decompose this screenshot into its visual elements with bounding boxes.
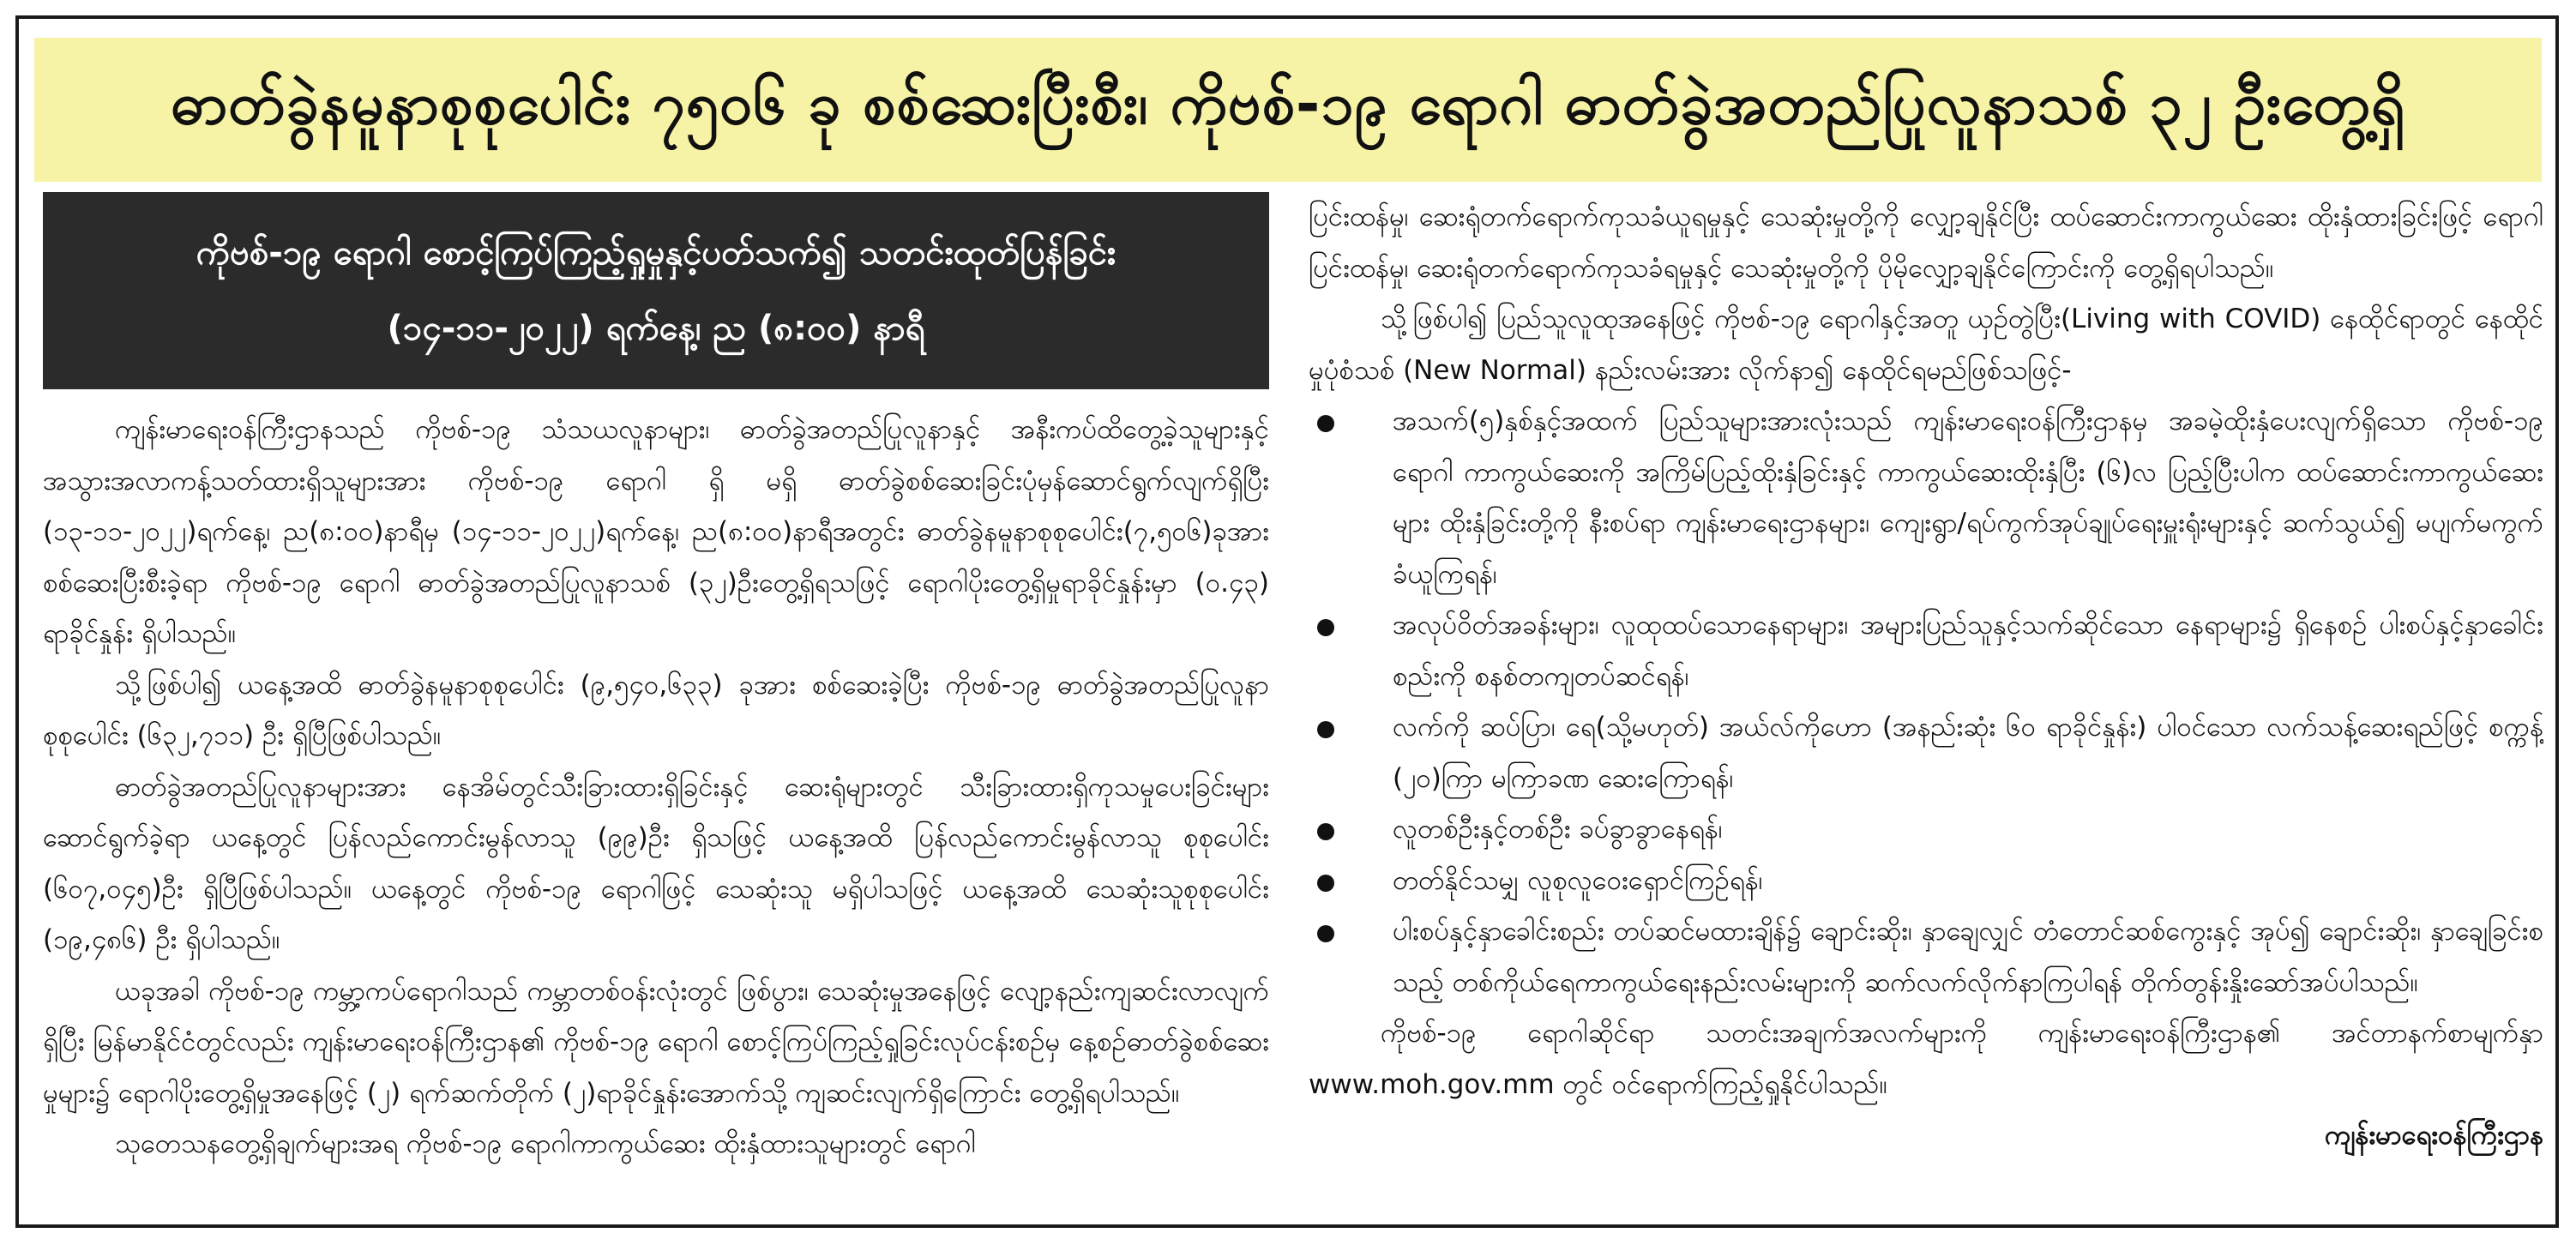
bullet-icon (1317, 619, 1334, 636)
list-item (1309, 804, 2543, 856)
title-banner (43, 192, 1269, 389)
closing-paragraph: ကိုဗစ်-၁၉ ရောဂါဆိုင်ရာ သတင်းအချက်အလက်များကို ကျန်းမာရေးဝန်ကြီးဌာန၏ အင်တာနက်စာမျက်နှာ www.moh.gov.mm တွင် ဝင်ရောက်ကြည့်ရှုနိုင်ပါသည်။ (1309, 1018, 2543, 1100)
list-item-text: တတ်နိုင်သမျှ လူစုလူဝေးရှောင်ကြဉ်ရန်၊ (1393, 864, 1763, 896)
list-item (1309, 600, 2543, 702)
left-column (43, 192, 1269, 1211)
paragraph: ကျန်းမာရေးဝန်ကြီးဌာနသည် ကိုဗစ်-၁၉ သံသယလူနာများ၊ ဓာတ်ခွဲအတည်ပြုလူနာနှင့် အနီးကပ်ထိတွေ့ခဲ့သူများနှင့် အသွားအလာကန့်သတ်ထားရှိသူများအား ကိုဗစ်-၁၉ ရောဂါ ရှိ မရှိ ဓာတ်ခွဲစစ်ဆေးခြင်းပုံမှန်ဆောင်ရွက်လျက်ရှိပြီး (၁၃-၁၁-၂၀၂၂)ရက်နေ့၊ ည(၈:၀၀)နာရီမှ (၁၄-၁၁-၂၀၂၂)ရက်နေ့၊ ည(၈:၀၀)နာရီအတွင်း ဓာတ်ခွဲနမူနာစုစုပေါင်း(၇,၅၀၆)ခုအား စစ်ဆေးပြီးစီးခဲ့ရာ ကိုဗစ်-၁၉ ရောဂါ ဓာတ်ခွဲအတည်ပြုလူနာသစ် (၃၂)ဦးတွေ့ရှိရသဖြင့် ရောဂါပိုးတွေ့ရှိမှုရာခိုင်နှုန်းမှာ (၀.၄၃) ရာခိုင်နှုန်း ရှိပါသည်။ (43, 414, 1269, 649)
signature-row (1309, 1110, 2543, 1162)
paragraph: သို့ဖြစ်ပါ၍ ယနေ့အထိ ဓာတ်ခွဲနမူနာစုစုပေါင်း (၉,၅၄၀,၆၃၃) ခုအား စစ်ဆေးခဲ့ပြီး ကိုဗစ်-၁၉ ဓာတ်ခွဲအတည်ပြုလူနာစုစုပေါင်း (၆၃၂,၇၁၁) ဦး ရှိပြီဖြစ်ပါသည်။ (43, 669, 1269, 751)
headline: ဓာတ်ခွဲနမူနာစုစုပေါင်း ၇၅၀၆ ခု စစ်ဆေးပြီးစီး၊ ကိုဗစ်-၁၉ ရောဂါ ဓာတ်ခွဲအတည်ပြုလူနာသစ် ၃၂ ဦးတွေ့ရှိ (171, 70, 2405, 138)
paragraph: သို့ဖြစ်ပါ၍ ပြည်သူလူထုအနေဖြင့် ကိုဗစ်-၁၉ ရောဂါနှင့်အတူ ယှဉ်တွဲပြီး(Living with COVID) နေထိုင်ရာတွင် နေထိုင်မှုပုံစံသစ် (New Normal) နည်းလမ်းအား လိုက်နာ၍ နေထိုင်ရမည်ဖြစ်သဖြင့်- (1309, 304, 2543, 386)
list-item (1309, 856, 2543, 907)
bullet-icon (1317, 925, 1334, 942)
list-item (1309, 396, 2543, 600)
right-column (1309, 192, 2543, 1211)
list-item (1309, 702, 2543, 804)
list-item-text: အလုပ်ဝိတ်အခန်းများ၊ လူထုထပ်သောနေရာများ၊ အများပြည်သူနှင့်သက်ဆိုင်သော နေရာများ၌ ရှိနေစဉ် ပါးစပ်နှင့်နှာခေါင်းစည်းကို စနစ်တကျတပ်ဆင်ရန်၊ (1393, 610, 2543, 692)
paragraph: ပြင်းထန်မှု၊ ဆေးရုံတက်ရောက်ကုသခံယူရမှုနှင့် သေဆုံးမှုတို့ကို လျှော့ချနိုင်ပြီး ထပ်ဆောင်းကာကွယ်ဆေး ထိုးနှံထားခြင်းဖြင့် ရောဂါပြင်းထန်မှု၊ ဆေးရုံတက်ရောက်ကုသခံရမှုနှင့် သေဆုံးမှုတို့ကို ပိုမိုလျှော့ချနိုင်ကြောင်းကို တွေ့ရှိရပါသည်။ (1309, 201, 2543, 284)
list-item (1309, 906, 2543, 1008)
banner-datetime: (၁၄-၁၁-၂၀၂၂) ရက်နေ့၊ ည (၈:၀၀) နာရီ (387, 309, 925, 348)
list-item-text: အသက်(၅)နှစ်နှင့်အထက် ပြည်သူများအားလုံးသည် ကျန်းမာရေးဝန်ကြီးဌာနမှ အခမဲ့ထိုးနှံပေးလျက်ရှိသော ကိုဗစ်-၁၉ ရောဂါ ကာကွယ်ဆေးကို အကြိမ်ပြည့်ထိုးနှံခြင်းနှင့် ကာကွယ်ဆေးထိုးနှံပြီး (၆)လ ပြည့်ပြီးပါက ထပ်ဆောင်းကာကွယ်ဆေးများ ထိုးနှံခြင်းတို့ကို နီးစပ်ရာ ကျန်းမာရေးဌာနများ၊ ကျေးရွာ/ရပ်ကွက်အုပ်ချုပ်ရေးမှူးရုံးများနှင့် ဆက်သွယ်၍ မပျက်မကွက်ခံယူကြရန်၊ (1393, 406, 2543, 590)
list-item-text: လက်ကို ဆပ်ပြာ၊ ရေ(သို့မဟုတ်) အယ်လ်ကိုဟော (အနည်းဆုံး ၆၀ ရာခိုင်နှုန်း) ပါဝင်သော လက်သန့်ဆေးရည်ဖြင့် စက္ကန့် (၂၀)ကြာ မကြာခဏ ဆေးကြောရန်၊ (1393, 712, 2543, 794)
paragraph: ဓာတ်ခွဲအတည်ပြုလူနာများအား နေအိမ်တွင်သီးခြားထားရှိခြင်းနှင့် ဆေးရုံများတွင် သီးခြားထားရှိကုသမှုပေးခြင်းများ ဆောင်ရွက်ခဲ့ရာ ယနေ့တွင် ပြန်လည်ကောင်းမွန်လာသူ (၉၉)ဦး ရှိသဖြင့် ယနေ့အထိ ပြန်လည်ကောင်းမွန်လာသူ စုစုပေါင်း (၆၀၇,၀၄၅)ဦး ရှိပြီဖြစ်ပါသည်။ ယနေ့တွင် ကိုဗစ်-၁၉ ရောဂါဖြင့် သေဆုံးသူ မရှိပါသဖြင့် ယနေ့အထိ သေဆုံးသူစုစုပေါင်း (၁၉,၄၈၆) ဦး ရှိပါသည်။ (43, 771, 1269, 955)
list-item-text: ပါးစပ်နှင့်နှာခေါင်းစည်း တပ်ဆင်မထားချိန်၌ ချောင်းဆိုး၊ နှာချေလျှင် တံတောင်ဆစ်ကွေးနှင့် အုပ်၍ ချောင်းဆိုး၊ နှာချေခြင်းစသည့် တစ်ကိုယ်ရေကာကွယ်ရေးနည်းလမ်းများကို ဆက်လက်လိုက်နာကြပါရန် တိုက်တွန်းနှိုးဆော်အပ်ပါသည်။ (1393, 916, 2543, 998)
paragraph: ယခုအခါ ကိုဗစ်-၁၉ ကမ္ဘာ့ကပ်ရောဂါသည် ကမ္ဘာတစ်ဝန်းလုံးတွင် ဖြစ်ပွား၊ သေဆုံးမှုအနေဖြင့် လျော့နည်းကျဆင်းလာလျက်ရှိပြီး မြန်မာနိုင်ငံတွင်လည်း ကျန်းမာရေးဝန်ကြီးဌာန၏ ကိုဗစ်-၁၉ ရောဂါ စောင့်ကြပ်ကြည့်ရှုခြင်းလုပ်ငန်းစဉ်မှ နေ့စဉ်ဓာတ်ခွဲစစ်ဆေးမှုများ၌ ရောဂါပိုးတွေ့ရှိမှုအနေဖြင့် (၂) ရက်ဆက်တိုက် (၂)ရာခိုင်နှုန်းအောက်သို့ ကျဆင်းလျက်ရှိကြောင်း တွေ့ရှိရပါသည်။ (43, 975, 1269, 1109)
bullet-icon (1317, 415, 1334, 432)
headline-bar (34, 38, 2542, 182)
signature: ကျန်းမာရေးဝန်ကြီးဌာန (2325, 1120, 2543, 1151)
bullet-icon (1317, 721, 1334, 738)
list-item-text: လူတစ်ဦးနှင့်တစ်ဦး ခပ်ခွာခွာနေရန်၊ (1393, 814, 1723, 845)
bullet-icon (1317, 823, 1334, 840)
banner-title: ကိုဗစ်-၁၉ ရောဂါ စောင့်ကြပ်ကြည့်ရှုမှုနှင့်ပတ်သက်၍ သတင်းထုတ်ပြန်ခြင်း (196, 233, 1116, 273)
paragraph: သုတေသနတွေ့ရှိချက်များအရ ကိုဗစ်-၁၉ ရောဂါကာကွယ်ဆေး ထိုးနှံထားသူများတွင် ရောဂါ (115, 1128, 976, 1159)
bullet-icon (1317, 875, 1334, 892)
advice-list (1309, 396, 2543, 1008)
